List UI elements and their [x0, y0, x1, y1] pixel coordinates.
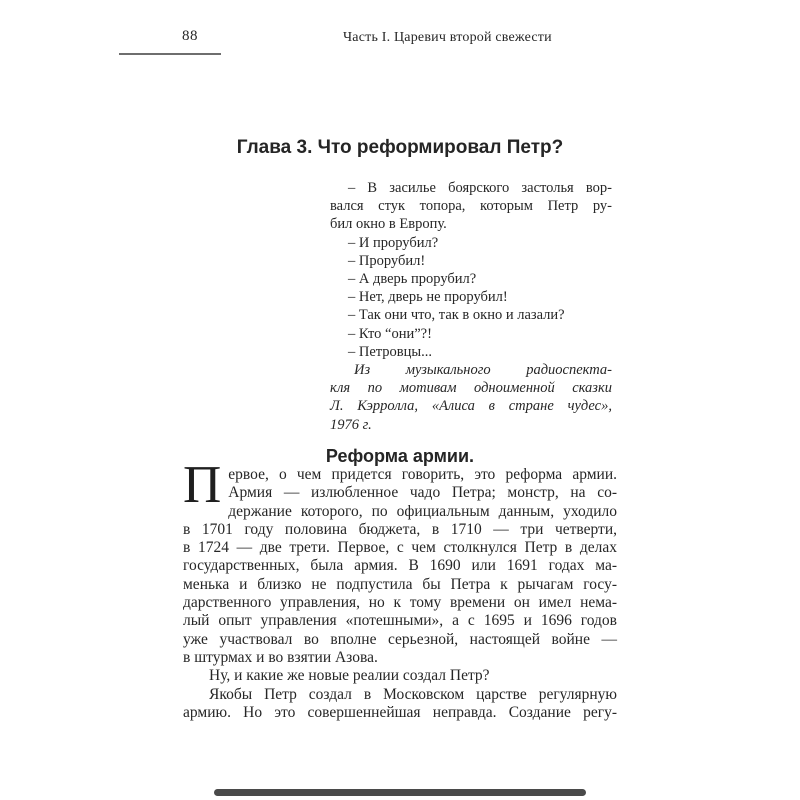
text-line: – В засилье боярского застолья вор- — [348, 180, 612, 196]
running-title: Часть I. Царевич второй свежести — [343, 30, 552, 45]
text-line: ервое, о чем придется говорить, это реформа армии. — [228, 466, 617, 483]
text-line: кля по мотивам одноименной сказки — [330, 380, 612, 397]
page-number: 88 — [182, 28, 198, 44]
paragraph — [330, 325, 612, 343]
paragraph — [183, 456, 617, 667]
text-line: в штурмах и во взятии Азова. — [183, 648, 378, 666]
text-line: – И прорубил? — [348, 234, 439, 251]
text-line: Л. Кэрролла, «Алиса в стране чудес», — [330, 398, 612, 415]
text-line: – Нет, дверь не прорубил! — [348, 289, 508, 306]
text-line: лый опыт управления «потешными», а с 1695 и 1696 годов — [183, 612, 617, 630]
drop-cap: П — [183, 456, 222, 514]
epigraph — [330, 179, 612, 434]
page-number-rule — [119, 53, 221, 55]
paragraph — [330, 361, 612, 434]
text-line: дарственного управления, но к тому времени он имел нема- — [183, 594, 617, 612]
text-line: – Кто “они”?! — [348, 325, 432, 342]
text-line: в 1701 году половина бюджета, в 1710 — три четверти, — [183, 520, 617, 538]
paragraph — [330, 252, 612, 270]
paragraph — [330, 270, 612, 288]
bottom-indicator-bar — [214, 789, 586, 796]
text-line: уже участвовал во вполне серьезной, настоящей войне — — [183, 630, 617, 648]
paragraph — [330, 306, 612, 324]
text-line: – Так они что, так в окно и лазали? — [348, 307, 565, 324]
body-text — [183, 456, 617, 722]
text-line: – А дверь прорубил? — [348, 271, 477, 288]
paragraph — [183, 686, 617, 723]
text-line: – Прорубил! — [348, 252, 426, 269]
text-line: Из музыкального радиоспекта- — [354, 362, 612, 379]
text-line: армию. Но это совершеннейшая неправда. Создание регу- — [183, 703, 617, 721]
text-line: Армия — излюбленное чадо Петра; монстр, на со- — [228, 484, 617, 502]
paragraph — [330, 343, 612, 361]
paragraph — [330, 288, 612, 306]
text-line: государственных, была армия. В 1690 или 1691 годах ма- — [183, 557, 617, 575]
text-line: – Петровцы... — [348, 343, 433, 360]
text-line: Ну, и какие же новые реалии создал Петр? — [209, 667, 490, 685]
text-line: держание которого, по официальным данным, уходило — [228, 502, 617, 520]
section-heading: Реформа армии. — [325, 446, 475, 466]
text-line: 1976 г. — [330, 416, 372, 433]
paragraph — [330, 179, 612, 234]
text-line: Якобы Петр создал в Московском царстве регулярную — [209, 685, 617, 703]
chapter-title: Глава 3. Что реформировал Петр? — [236, 137, 564, 158]
paragraph — [183, 667, 617, 685]
text-line: менька и близко не подпустила бы Петра к рычагам госу- — [183, 575, 617, 593]
text-line: в 1724 — две трети. Первое, с чем столкнулся Петр в делах — [183, 539, 617, 557]
text-line: вался стук топора, которым Петр ру- — [330, 198, 612, 215]
paragraph — [330, 234, 612, 252]
text-line: бил окно в Европу. — [330, 216, 447, 233]
